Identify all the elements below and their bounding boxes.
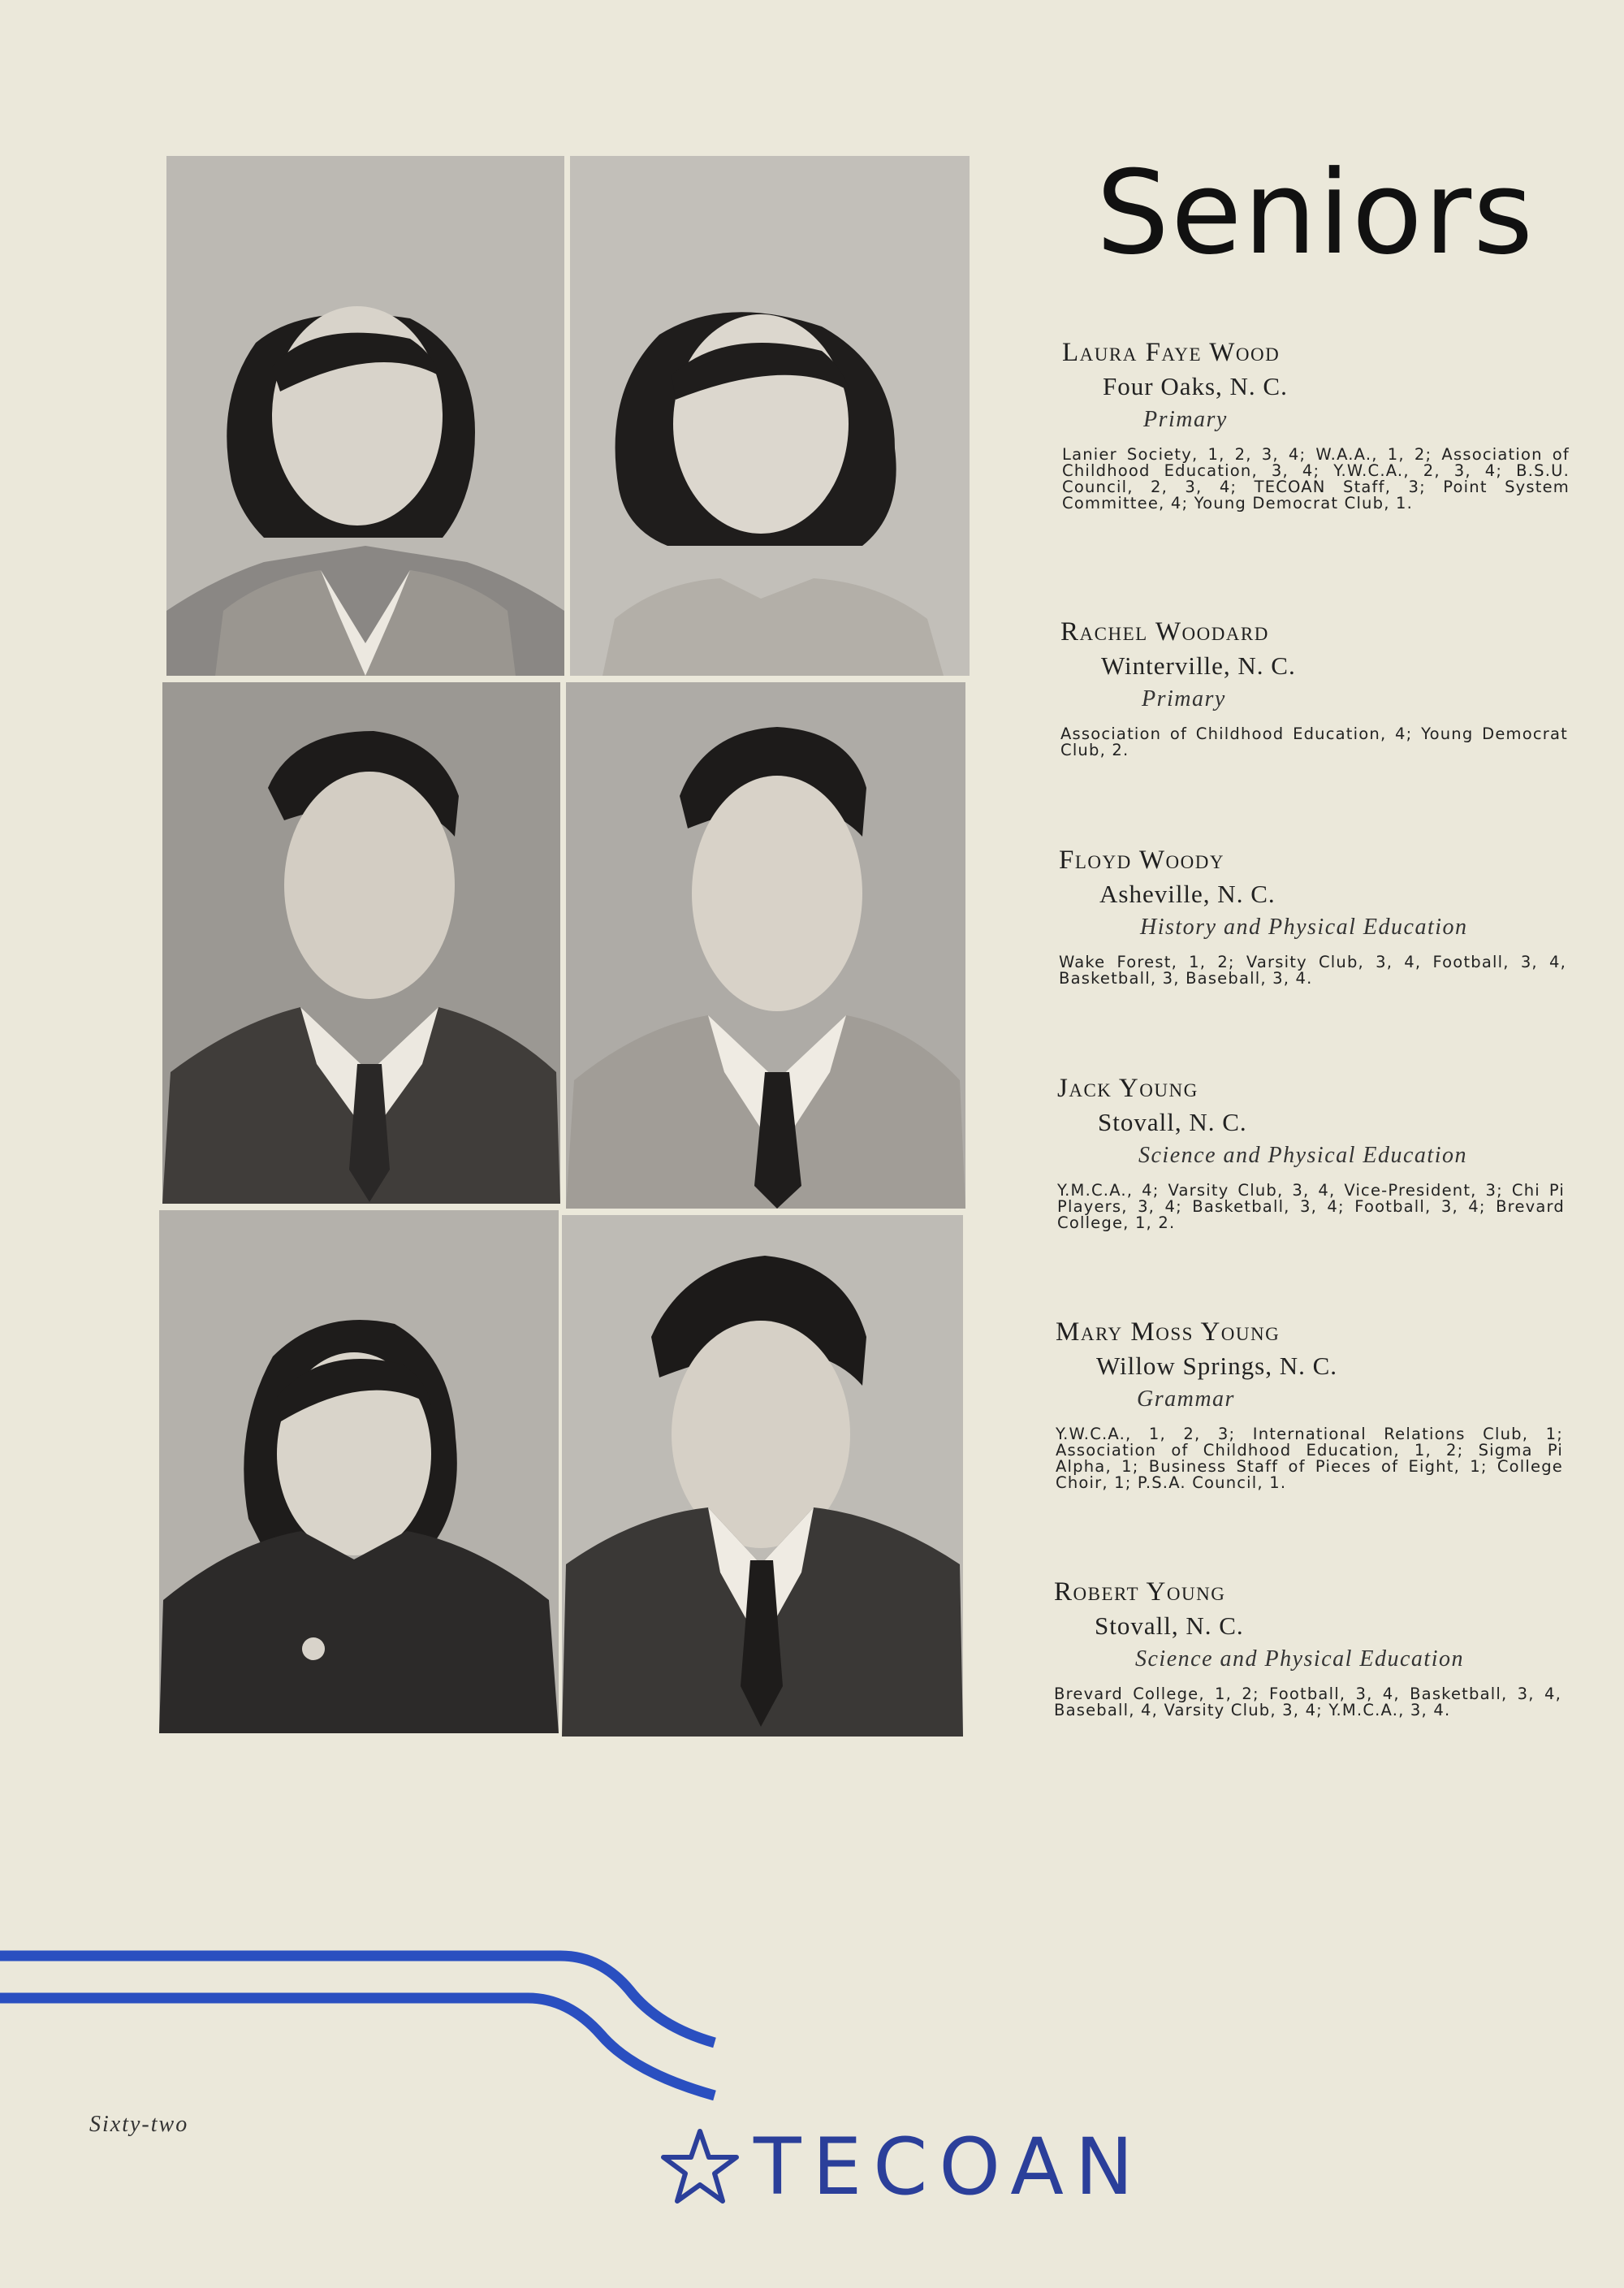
student-hometown: Asheville, N. C. (1099, 880, 1276, 908)
student-hometown: Winterville, N. C. (1101, 651, 1296, 680)
student-name: Mary Moss Young (1056, 1317, 1281, 1347)
student-hometown: Stovall, N. C. (1098, 1108, 1247, 1136)
student-activities: Association of Childhood Education, 4; Young Democrat Club, 2. (1060, 724, 1568, 759)
student-entry (1059, 844, 1570, 987)
star-icon (659, 2126, 741, 2208)
tecoan-logo (659, 2121, 1145, 2212)
photo-robert-young (562, 1215, 963, 1737)
student-major: Science and Physical Education (1135, 1646, 1464, 1672)
student-entry (1057, 1072, 1569, 1231)
page-title: Seniors (1095, 146, 1535, 280)
student-entry (1054, 1576, 1566, 1719)
photo-mary-moss-young (159, 1210, 559, 1733)
student-hometown: Stovall, N. C. (1095, 1611, 1244, 1640)
student-major: Primary (1143, 407, 1228, 432)
student-hometown: Four Oaks, N. C. (1103, 372, 1288, 400)
student-name: Rachel Woodard (1060, 617, 1269, 647)
student-major: Grammar (1137, 1386, 1235, 1412)
photo-rachel-woodard (570, 156, 970, 676)
student-activities: Y.W.C.A., 1, 2, 3; International Relations Club, 1; Association of Childhood Education, 1, 2; Sigma Pi Alpha, 1; Business Staff of Pieces of Eight, 1; College Choir, 1; P.S.A. Council, 1. (1056, 1425, 1563, 1492)
student-major: Science and Physical Education (1138, 1143, 1467, 1168)
student-activities: Wake Forest, 1, 2; Varsity Club, 3, 4, Football, 3, 4, Basketball, 3, Baseball, 3, 4. (1059, 953, 1566, 988)
student-name: Jack Young (1057, 1074, 1199, 1103)
student-name: Floyd Woody (1059, 846, 1224, 875)
student-activities: Y.M.C.A., 4; Varsity Club, 3, 4, Vice-President, 3; Chi Pi Players, 3, 4; Basketball, 3, 4; Football, 3, 4; Brevard College, 1, 2. (1057, 1181, 1565, 1232)
student-name: Laura Faye Wood (1062, 338, 1281, 367)
photo-jack-young (566, 682, 965, 1209)
student-entry (1060, 616, 1572, 759)
student-name: Robert Young (1054, 1577, 1226, 1607)
decorative-swoosh (0, 1941, 731, 2104)
photo-floyd-woody (162, 682, 560, 1204)
student-entry (1062, 336, 1574, 512)
student-activities: Brevard College, 1, 2; Football, 3, 4, Basketball, 3, 4, Baseball, 4, Varsity Club, 3, 4; Y.M.C.A., 3, 4. (1054, 1685, 1561, 1719)
student-major: History and Physical Education (1140, 915, 1468, 940)
student-hometown: Willow Springs, N. C. (1096, 1352, 1338, 1380)
student-major: Primary (1142, 686, 1226, 711)
photo-laura-faye-wood (166, 156, 564, 676)
student-entry (1056, 1316, 1567, 1491)
logo-text: TECOAN (754, 2121, 1145, 2212)
page-number: Sixty-two (89, 2112, 189, 2137)
student-activities: Lanier Society, 1, 2, 3, 4; W.A.A., 1, 2; Association of Childhood Education, 3, 4; Y.W.C.A., 2, 3, 4; B.S.U. Council, 2, 3, 4; TECOAN Staff, 3; Point System Committee, 4; Young Democrat Club, 1. (1062, 445, 1570, 513)
